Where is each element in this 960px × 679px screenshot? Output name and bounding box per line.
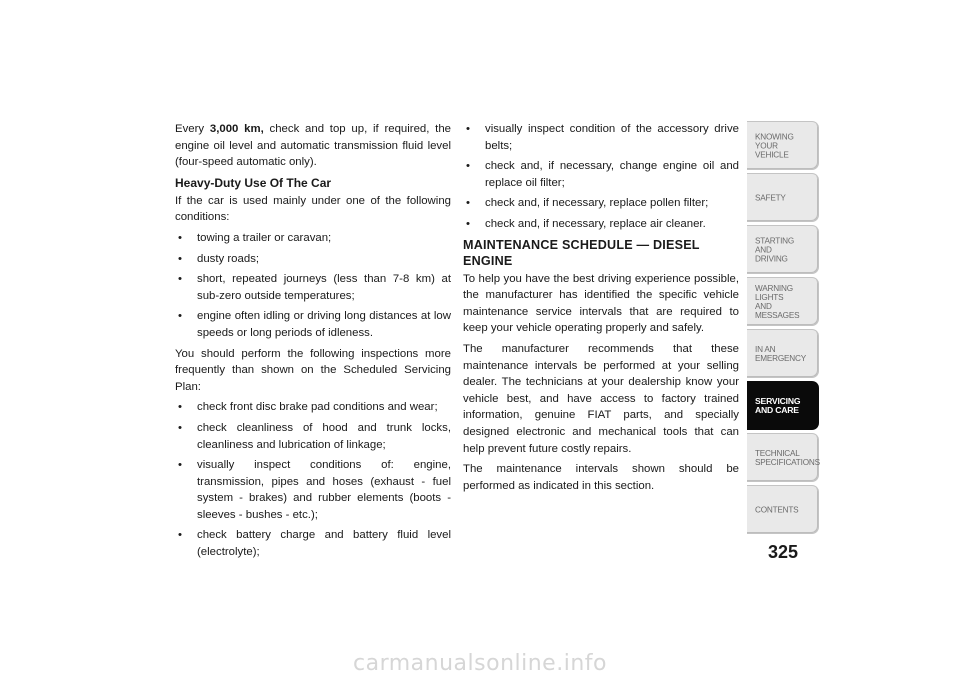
tab-safety[interactable]: [747, 173, 819, 222]
tab-warning-lights-and-messages[interactable]: [747, 277, 819, 326]
intro-text: check and top up, if required, the engine oil level and automatic transmission fluid level (four-speed automatic only).: [175, 123, 451, 169]
tab-starting-and-driving[interactable]: [747, 225, 819, 274]
tab-label: CONTENTS: [755, 505, 799, 514]
tab-label: SERVICING AND CARE: [755, 395, 801, 415]
tab-knowing-your-vehicle[interactable]: [747, 121, 819, 170]
section-heading: MAINTENANCE SCHEDULE — DIESEL ENGINE: [463, 237, 700, 268]
page-number: 325: [767, 542, 799, 562]
inspection-item: • check battery charge and battery fluid level (electrolyte);: [175, 527, 451, 560]
tab-contents[interactable]: [747, 485, 819, 534]
condition-item: • towing a trailer or caravan;: [175, 230, 451, 247]
body-paragraph: To help you have the best driving experience possible, the manufacturer has identified the specific vehicle maintenance service intervals that are required to keep your vehicle operating properly and safely.: [463, 272, 739, 335]
intro-paragraph: [175, 121, 451, 171]
inspection-item: • check and, if necessary, replace pollen filter;: [463, 195, 739, 212]
conditions-intro: If the car is used mainly under one of the following conditions:: [175, 194, 451, 224]
inspection-item: • check front disc brake pad conditions and wear;: [175, 399, 451, 416]
tab-label: STARTING AND DRIVING: [755, 236, 795, 263]
inspection-item: • check and, if necessary, change engine oil and replace oil filter;: [463, 158, 739, 191]
heavy-duty-heading: Heavy-Duty Use Of The Car: [175, 175, 332, 190]
watermark: carmanualsonline.info: [353, 651, 607, 676]
right-column: [463, 121, 739, 498]
body-paragraph: The manufacturer recommends that these maintenance intervals be performed at your selling dealer. The technicians at your dealership know your vehicle best, and have access to factory trained information, genuine FIAT parts, and specially designed electronic and mechanical tools that can help prevent future costly repairs.: [463, 342, 739, 455]
inspection-item: • check and, if necessary, replace air cleaner.: [463, 216, 739, 233]
inspection-item: • check cleanliness of hood and trunk locks, cleanliness and lubrication of linkage;: [175, 420, 451, 453]
tab-label: SAFETY: [755, 193, 786, 202]
tab-label: WARNING LIGHTS AND MESSAGES: [755, 283, 800, 320]
intro-interval: 3,000 km,: [209, 123, 264, 135]
condition-item: • engine often idling or driving long distances at low speeds or long periods of idleness.: [175, 308, 451, 341]
condition-item: • short, repeated journeys (less than 7-8 km) at sub-zero outside temperatures;: [175, 271, 451, 304]
tab-technical-specifications[interactable]: [747, 433, 819, 482]
condition-item: • dusty roads;: [175, 251, 451, 268]
intro-prefix: Every: [175, 123, 210, 135]
tab-label: KNOWING YOUR VEHICLE: [755, 132, 794, 159]
tab-in-an-emergency[interactable]: [747, 329, 819, 378]
inspections-intro: You should perform the following inspections more frequently than shown on the Scheduled Servicing Plan:: [175, 347, 451, 393]
tab-servicing-and-care[interactable]: [747, 381, 819, 430]
tab-label: IN AN EMERGENCY: [755, 344, 806, 363]
inspection-item: • visually inspect conditions of: engine, transmission, pipes and hoses (exhaust - fuel system - brakes) and rubber elements (boots - sleeves - bushes - etc.);: [175, 457, 451, 523]
chapter-tabs: [747, 121, 819, 537]
inspection-item: • visually inspect condition of the accessory drive belts;: [463, 121, 739, 154]
tab-label: TECHNICAL SPECIFICATIONS: [755, 448, 820, 467]
body-paragraph: The maintenance intervals shown should be performed as indicated in this section.: [463, 463, 739, 492]
left-column: [175, 121, 451, 565]
